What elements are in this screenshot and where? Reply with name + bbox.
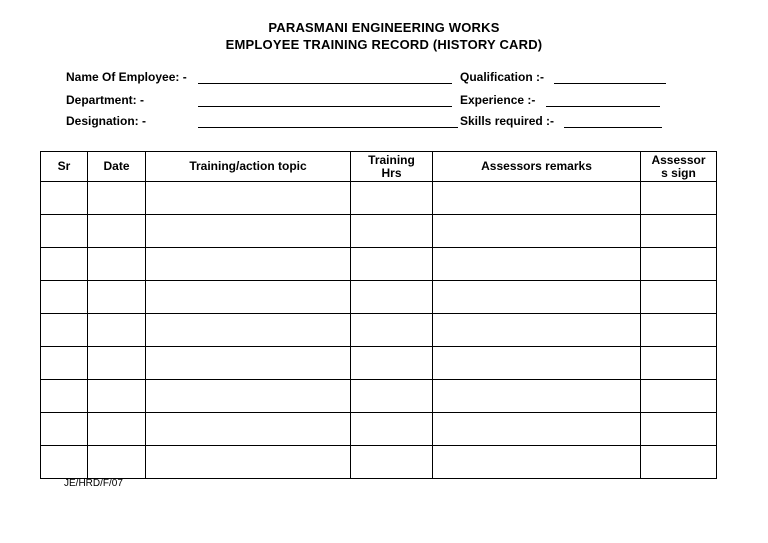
table-row (41, 215, 717, 248)
table-row (41, 314, 717, 347)
table-cell[interactable] (641, 281, 717, 314)
table-cell[interactable] (433, 347, 641, 380)
table-cell[interactable] (351, 182, 433, 215)
table-cell[interactable] (146, 413, 351, 446)
table-row (41, 182, 717, 215)
table-cell[interactable] (641, 215, 717, 248)
column-header-assessors-remarks: Assessors remarks (433, 152, 641, 182)
table-cell[interactable] (41, 314, 88, 347)
skills-required-field[interactable] (564, 127, 662, 128)
form-code: JE/HRD/F/07 (64, 478, 123, 489)
form-title: EMPLOYEE TRAINING RECORD (HISTORY CARD) (225, 37, 543, 52)
table-cell[interactable] (146, 248, 351, 281)
table-cell[interactable] (351, 281, 433, 314)
column-header-training-hrs: Training Hrs (351, 152, 433, 182)
table-cell[interactable] (88, 215, 146, 248)
table-cell[interactable] (641, 413, 717, 446)
qualification-field[interactable] (554, 83, 666, 84)
table-row (41, 413, 717, 446)
table-cell[interactable] (41, 347, 88, 380)
column-header-sr: Sr (41, 152, 88, 182)
table-cell[interactable] (88, 347, 146, 380)
table-cell[interactable] (641, 314, 717, 347)
table-cell[interactable] (433, 281, 641, 314)
qualification-label: Qualification :- (460, 70, 544, 84)
column-header-training-topic: Training/action topic (146, 152, 351, 182)
table-cell[interactable] (88, 314, 146, 347)
designation-field[interactable] (198, 127, 458, 128)
table-cell[interactable] (146, 182, 351, 215)
table-cell[interactable] (88, 182, 146, 215)
table-cell[interactable] (41, 182, 88, 215)
table-cell[interactable] (41, 380, 88, 413)
department-field[interactable] (198, 106, 452, 107)
table-cell[interactable] (41, 215, 88, 248)
table-cell[interactable] (88, 248, 146, 281)
table-row (41, 347, 717, 380)
company-name: PARASMANI ENGINEERING WORKS (268, 20, 500, 35)
table-cell[interactable] (351, 248, 433, 281)
table-cell[interactable] (641, 248, 717, 281)
training-record-table (40, 151, 717, 479)
experience-label: Experience :- (460, 93, 536, 107)
table-cell[interactable] (641, 446, 717, 479)
column-header-date: Date (88, 152, 146, 182)
department-label: Department: - (66, 93, 145, 107)
table-cell[interactable] (41, 446, 88, 479)
designation-label: Designation: - (66, 114, 146, 128)
table-cell[interactable] (41, 248, 88, 281)
employee-name-label: Name Of Employee: - (66, 70, 187, 84)
table-cell[interactable] (351, 347, 433, 380)
table-cell[interactable] (146, 314, 351, 347)
experience-field[interactable] (546, 106, 660, 107)
table-cell[interactable] (433, 314, 641, 347)
table-cell[interactable] (351, 314, 433, 347)
table-row (41, 380, 717, 413)
table-row (41, 446, 717, 479)
table-cell[interactable] (351, 215, 433, 248)
table-cell[interactable] (641, 380, 717, 413)
table-cell[interactable] (41, 281, 88, 314)
table-cell[interactable] (146, 215, 351, 248)
table-cell[interactable] (433, 248, 641, 281)
table-cell[interactable] (351, 380, 433, 413)
table-row (41, 281, 717, 314)
table-cell[interactable] (641, 182, 717, 215)
table-cell[interactable] (351, 446, 433, 479)
column-header-assessors-sign: Assessor s sign (641, 152, 717, 182)
table-cell[interactable] (146, 281, 351, 314)
table-cell[interactable] (88, 380, 146, 413)
table-cell[interactable] (433, 380, 641, 413)
table-cell[interactable] (146, 446, 351, 479)
table-header-row (41, 152, 717, 182)
table-cell[interactable] (351, 413, 433, 446)
table-cell[interactable] (433, 413, 641, 446)
table-cell[interactable] (146, 380, 351, 413)
table-cell[interactable] (433, 182, 641, 215)
employee-name-field[interactable] (198, 83, 452, 84)
table-cell[interactable] (146, 347, 351, 380)
table-cell[interactable] (433, 446, 641, 479)
table-cell[interactable] (433, 215, 641, 248)
table-cell[interactable] (41, 413, 88, 446)
table-cell[interactable] (88, 413, 146, 446)
table-cell[interactable] (641, 347, 717, 380)
table-cell[interactable] (88, 446, 146, 479)
table-cell[interactable] (88, 281, 146, 314)
skills-required-label: Skills required :- (460, 114, 555, 128)
table-row (41, 248, 717, 281)
